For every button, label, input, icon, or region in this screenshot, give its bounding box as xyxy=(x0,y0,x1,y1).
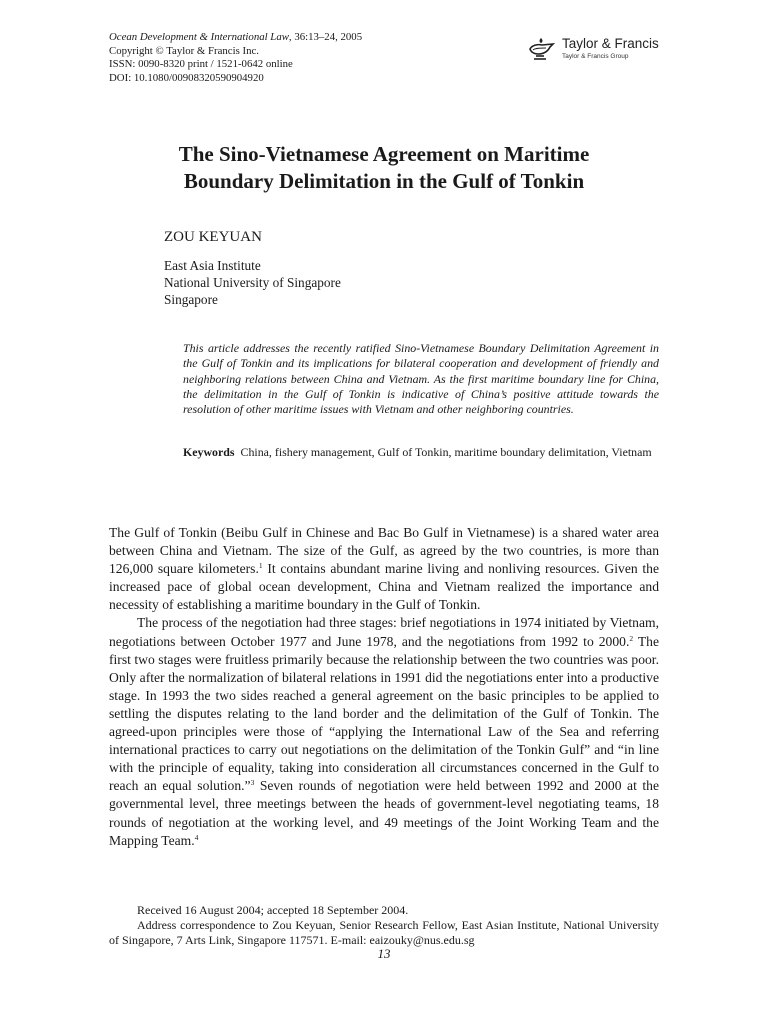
affiliation-university: National University of Singapore xyxy=(164,275,341,290)
paragraph-2-text-b: The first two stages were fruitless primarily because the relationship between the two countries was poor. Only after the normalization of bilateral relations in 1991 did the negotiations enter into a productive stage. In 1993 the two sides reached a general agreement on the basic principles to be applied to settling the disputes relating to the land border and the delimitation of the Gulf of Tonkin. The agreed-upon principles were those of “applying the International Law of the Sea and referring international practices to carry out negotiations on the delimitation of the Tonkin Gulf” and “in line with the principle of equality, taking into consideration all circumstances concerned in the Gulf to reach an equal solution.” xyxy=(109,633,659,794)
paragraph-2-text-a: The process of the negotiation had three stages: brief negotiations in 1974 initiated by Vietnam, negotiations between October 1977 and June 1978, and the negotiations from 1992 to 2000. xyxy=(109,615,659,649)
affiliation-institute: East Asia Institute xyxy=(164,258,261,273)
publisher-logo xyxy=(526,34,666,64)
author-affiliation xyxy=(164,257,341,308)
author-name: ZOU KEYUAN xyxy=(164,229,262,245)
doi-line: DOI: 10.1080/00908320590904920 xyxy=(109,71,264,84)
page-number: 13 xyxy=(377,946,391,961)
footnote-ref-1[interactable]: 1 xyxy=(258,560,263,570)
journal-citation-line xyxy=(109,31,362,45)
paragraph-1-text-b: It contains abundant marine living and nonliving resources. Given the increased pace of global ocean development, China and Vietnam realized the importance and necessity of establishing a maritime boundary in the Gulf of Tonkin. xyxy=(109,561,659,613)
footnote-ref-2[interactable]: 2 xyxy=(629,633,634,643)
correspondence-note: Address correspondence to Zou Keyuan, Senior Research Fellow, East Asian Institute, National University of Singapore, 7 Arts Link, Singapore 117571. E-mail: eaizouky@nus.edu.sg xyxy=(109,918,659,948)
title-line-1: The Sino-Vietnamese Agreement on Maritime xyxy=(178,142,590,166)
journal-volume-pages: , 36:13–24, 2005 xyxy=(288,31,363,43)
article-notes xyxy=(109,903,659,949)
affiliation-country: Singapore xyxy=(164,292,218,307)
paragraph-1 xyxy=(109,524,659,614)
paragraph-1-text-a: The Gulf of Tonkin (Beibu Gulf in Chinese and Bac Bo Gulf in Vietnamese) is a shared water area between China and Vietnam. The size of the Gulf, as agreed by the two countries, is more than 126,000 square kilometers. xyxy=(109,525,659,577)
body-text xyxy=(109,524,659,850)
paragraph-2-text-c: Seven rounds of negotiation were held between 1992 and 2000 at the governmental level, three meetings between the heads of government-level negotiating teams, 18 rounds of negotiation at the working level, and 49 meetings of the Joint Working Team and the Mapping Team. xyxy=(109,778,659,848)
footnote-ref-3[interactable]: 3 xyxy=(250,778,255,788)
title-line-2: Boundary Delimitation in the Gulf of Tonkin xyxy=(183,169,585,193)
issn-line: ISSN: 0090-8320 print / 1521-0642 online xyxy=(109,58,293,71)
journal-masthead xyxy=(109,31,362,85)
publisher-name: Taylor & Francis xyxy=(562,36,659,51)
publisher-group: Taylor & Francis Group xyxy=(562,53,629,60)
article-title xyxy=(109,141,659,195)
keywords xyxy=(183,445,659,460)
footnote-ref-4[interactable]: 4 xyxy=(194,832,199,842)
keywords-list: China, fishery management, Gulf of Tonkin, maritime boundary delimitation, Vietnam xyxy=(240,445,652,459)
oil-lamp-icon xyxy=(526,35,556,61)
copyright-line: Copyright © Taylor & Francis Inc. xyxy=(109,44,259,57)
abstract: This article addresses the recently ratified Sino-Vietnamese Boundary Delimitation Agreement in the Gulf of Tonkin and its implications for bilateral cooperation and development of friendly and neighboring relations between China and Vietnam. As the first maritime boundary line for China, the delimitation in the Gulf of Tonkin is indicative of China’s positive attitude towards the resolution of other maritime issues with Vietnam and other neighboring countries. xyxy=(183,341,659,417)
received-note: Received 16 August 2004; accepted 18 September 2004. xyxy=(137,903,409,917)
keywords-label: Keywords xyxy=(183,445,235,459)
journal-name: Ocean Development & International Law xyxy=(109,31,289,43)
paragraph-2 xyxy=(109,614,659,849)
